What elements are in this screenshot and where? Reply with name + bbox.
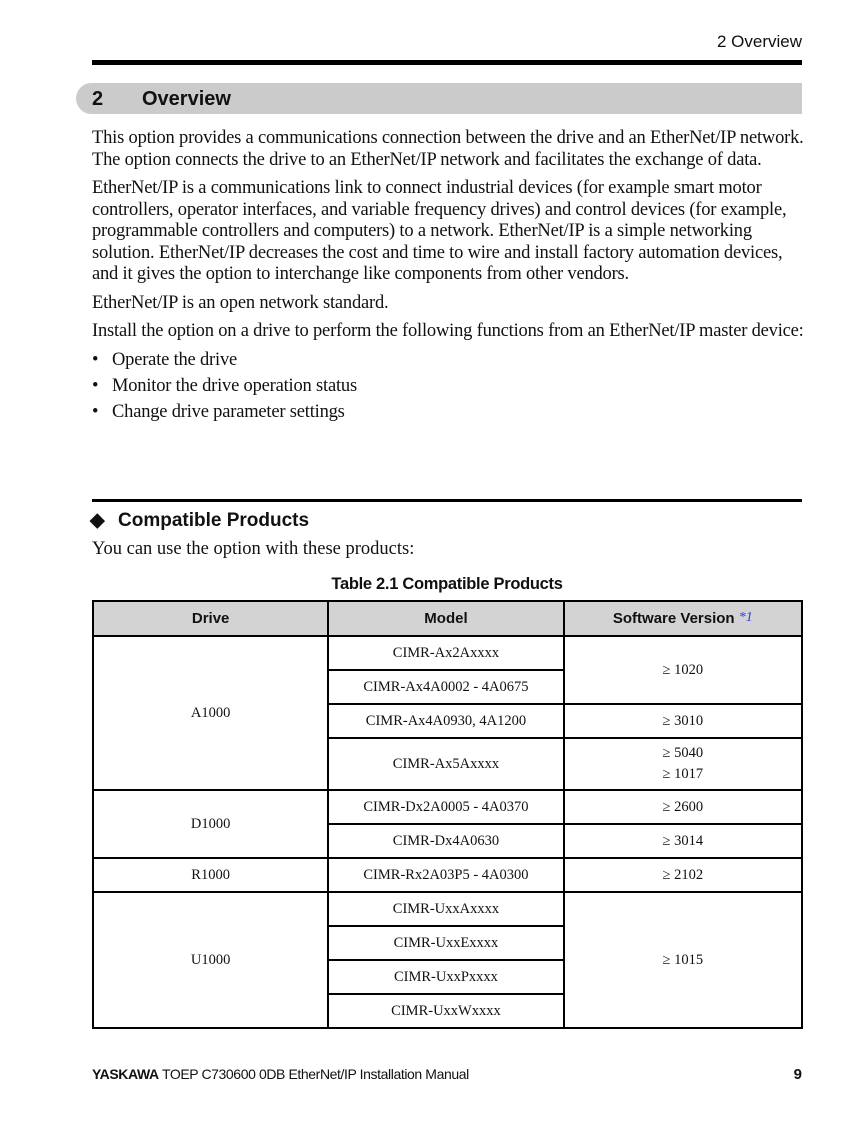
column-header-model: Model [328,601,563,636]
version-line: ≥ 5040 [662,745,704,761]
list-item [92,402,804,424]
drive-cell: A1000 [93,636,328,790]
subsection-intro: You can use the option with these products: [92,539,415,559]
table-caption: Table 2.1 Compatible Products [331,575,563,593]
list-item [92,350,804,372]
section-heading-bar [76,83,802,114]
list-item [92,376,804,398]
section-title: Overview [142,88,231,110]
compatible-products-table [92,600,803,1029]
bullet-icon: • [92,349,99,370]
drive-cell: R1000 [93,858,328,892]
model-cell: CIMR-Ax5Axxxx [328,738,563,790]
table-row [93,892,802,926]
list-item-text: Monitor the drive operation status [112,375,357,396]
document-title: TOEP C730600 0DB EtherNet/IP Installation Manual [158,1066,469,1082]
page-number: 9 [793,1066,802,1083]
model-cell: CIMR-UxxAxxxx [328,892,563,926]
column-header-drive: Drive [93,601,328,636]
version-cell: ≥ 3010 [564,704,802,738]
table-row [93,636,802,670]
version-cell: ≥ 1015 [564,892,802,1028]
version-cell: ≥ 2600 [564,790,802,824]
subsection-heading [90,509,309,532]
bullet-icon: • [92,401,99,422]
model-cell: CIMR-Ax2Axxxx [328,636,563,670]
paragraph: EtherNet/IP is an open network standard. [92,292,389,313]
paragraph: EtherNet/IP is a communications link to connect industrial devices (for example smart motor controllers, operator interfaces, and variable frequency drives) and control devices (for example, programmable controllers and computers) to a network. EtherNet/IP is a simple networking solution. EtherNet/IP decreases the cost and time to wire and install factory automation devices, and it gives the option to interchange like components from other vendors. [92,178,787,284]
version-line: ≥ 1017 [662,766,704,782]
version-cell: ≥ 2102 [564,858,802,892]
brand-name: YASKAWA [92,1066,159,1082]
model-cell: CIMR-Ax4A0002 - 4A0675 [328,670,563,704]
column-header-software-version [564,601,802,636]
version-cell [564,738,802,790]
body-text [92,128,804,428]
version-cell: ≥ 3014 [564,824,802,858]
table-header-row [93,601,802,636]
header-rule [92,60,802,65]
model-cell: CIMR-Dx2A0005 - 4A0370 [328,790,563,824]
drive-cell: U1000 [93,892,328,1028]
model-cell: CIMR-Ax4A0930, 4A1200 [328,704,563,738]
drive-cell: D1000 [93,790,328,858]
subsection-rule [92,499,802,502]
section-number: 2 [92,88,104,110]
bullet-icon: • [92,375,99,396]
running-header: 2 Overview [716,32,802,51]
table-row [93,858,802,892]
model-cell: CIMR-UxxExxxx [328,926,563,960]
version-cell: ≥ 1020 [564,636,802,704]
table-row [93,790,802,824]
footnote-link[interactable]: *1 [738,610,753,625]
paragraph: Install the option on a drive to perform the following functions from an EtherNet/IP master device: [92,321,804,341]
model-cell: CIMR-UxxWxxxx [328,994,563,1028]
model-cell: CIMR-Dx4A0630 [328,824,563,858]
model-cell: CIMR-UxxPxxxx [328,960,563,994]
diamond-icon: ◆ [90,510,105,531]
column-header-label: Software Version [612,610,735,627]
page-footer [92,1066,469,1082]
paragraph: This option provides a communications connection between the drive and an EtherNet/IP network. The option connects the drive to an EtherNet/IP network and facilitates the exchange of data. [92,128,804,170]
subsection-title: Compatible Products [118,510,310,531]
list-item-text: Change drive parameter settings [112,401,345,422]
model-cell: CIMR-Rx2A03P5 - 4A0300 [328,858,563,892]
function-list [92,350,804,424]
list-item-text: Operate the drive [112,349,238,370]
